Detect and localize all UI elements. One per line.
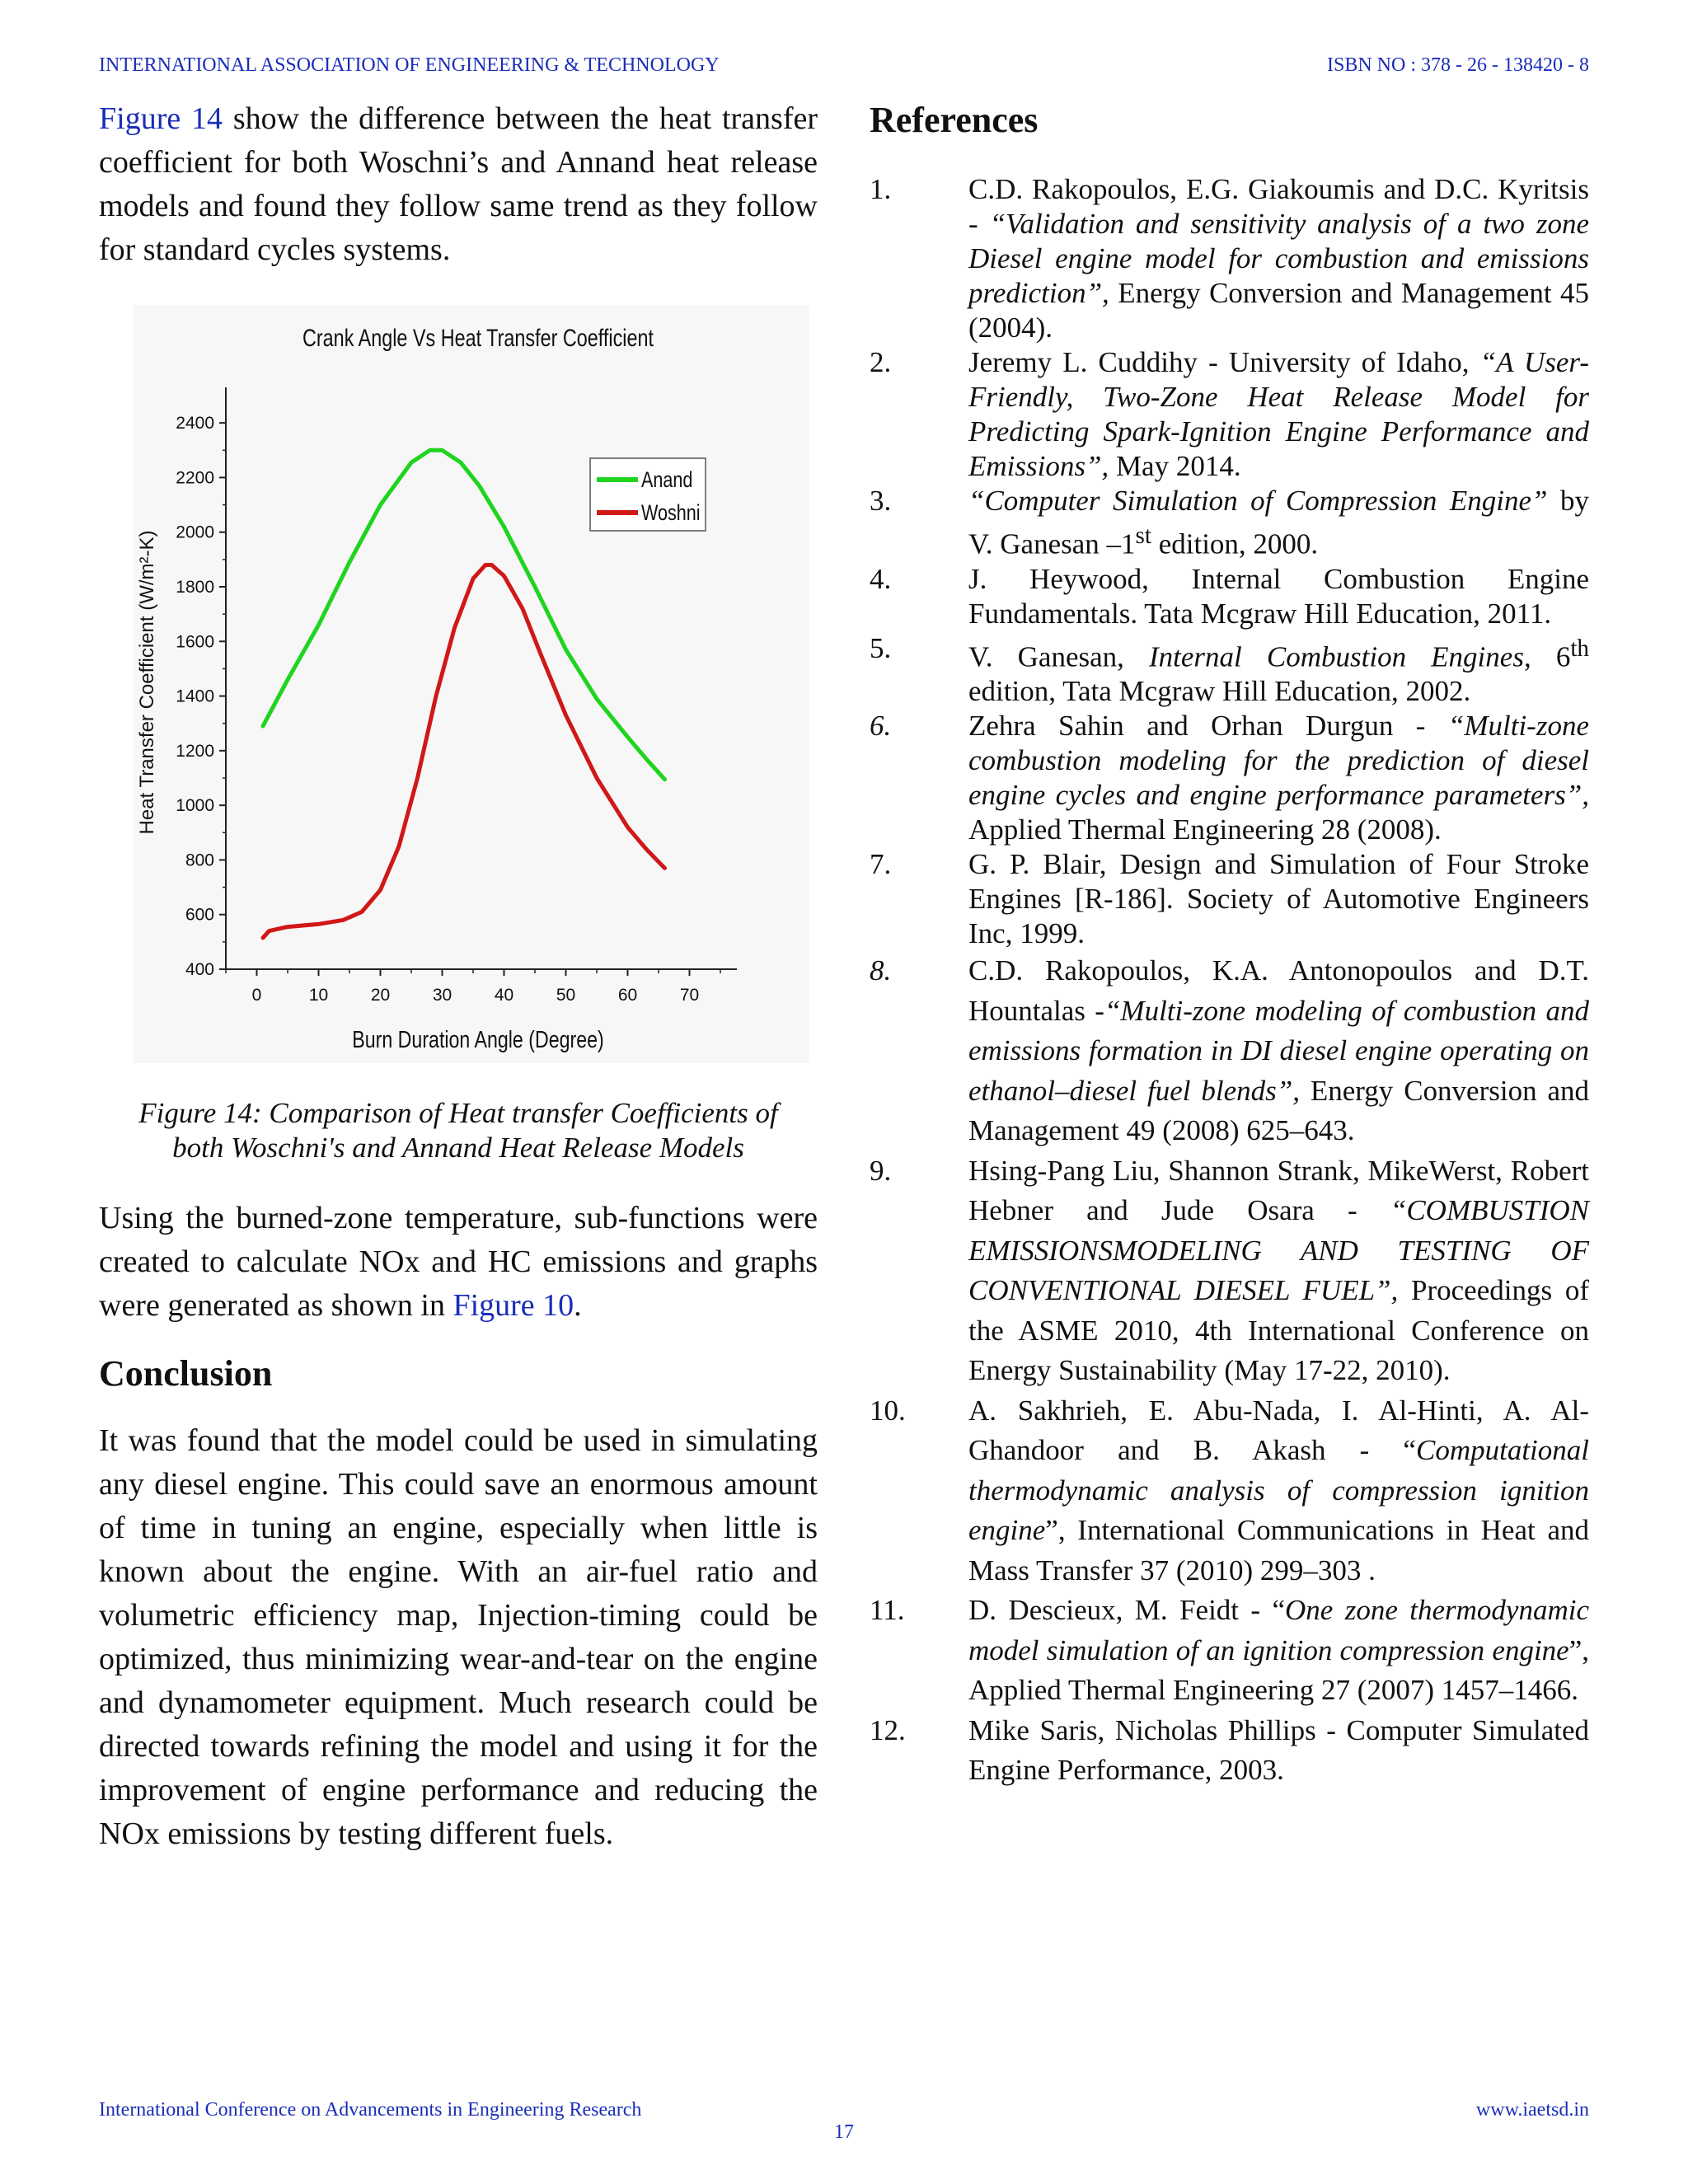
reference-number: 8. (870, 954, 892, 987)
reference-number: 6. (870, 710, 892, 743)
y-tick-label: 2200 (176, 468, 214, 488)
right-column (870, 97, 1589, 1791)
x-tick-label: 60 (617, 986, 638, 1005)
figure-10-link[interactable]: Figure 10 (452, 1288, 574, 1323)
reference-item: 6. Zehra Sahin and Orhan Durgun - “Multi-zone combustion modeling for the prediction of diesel engine cycles and engine performance parameters”, Applied Thermal Engineering 28 (2008). (870, 710, 1589, 846)
reference-item: 3. “Computer Simulation of Compression Engine” by V. Ganesan –1st edition, 2000. (870, 485, 1589, 560)
footer-left: International Conference on Advancements in Engineering Research (99, 2099, 642, 2121)
x-tick-label: 50 (556, 986, 576, 1005)
x-axis-label: Burn Duration Angle (Degree) (352, 1025, 604, 1053)
intro-paragraph (99, 97, 818, 272)
y-tick-label: 800 (185, 851, 214, 870)
intro-text: show the difference between the heat transfer coefficient for both Woschni’s and Annand heat release models and found they follow same trend as they follow for standard cycles systems. (99, 101, 818, 267)
caption-line-2: both Woschni's and Annand Heat Release Models (172, 1132, 744, 1164)
reference-item: 10. A. Sakhrieh, E. Abu-Nada, I. Al-Hinti, A. Al-Ghandoor and B. Akash - “Computational thermodynamic analysis of compression ignition engine”, International Communications in Heat and Mass Transfer 37 (2010) 299–303 . (870, 1391, 1589, 1591)
x-tick-label: 20 (370, 986, 391, 1005)
emissions-end: . (574, 1288, 582, 1323)
y-tick-label: 1200 (176, 741, 214, 761)
x-tick-label: 30 (432, 986, 452, 1005)
reference-number: 11. (870, 1594, 905, 1627)
reference-number: 3. (870, 485, 892, 517)
footer-right[interactable]: www.iaetsd.in (1475, 2099, 1589, 2121)
x-tick-label: 10 (308, 986, 329, 1005)
reference-item: 11. D. Descieux, M. Feidt - “One zone thermodynamic model simulation of an ignition compression engine”, Applied Thermal Engineering 27 (2007) 1457–1466. (870, 1591, 1589, 1711)
y-tick-label: 1000 (176, 796, 214, 816)
reference-number: 10. (870, 1394, 906, 1427)
conclusion-heading: Conclusion (99, 1353, 273, 1394)
y-tick-label: 1800 (176, 578, 214, 597)
x-tick-label: 0 (251, 986, 262, 1005)
reference-item: 7. G. P. Blair, Design and Simulation of Four Stroke Engines [R-186]. Society of Automotive Engineers Inc, 1999. (870, 848, 1589, 950)
x-tick-label: 40 (494, 986, 514, 1005)
reference-item: 8. C.D. Rakopoulos, K.A. Antonopoulos and D.T. Hountalas -“Multi-zone modeling of combustion and emissions formation in DI diesel engine operating on ethanol–diesel fuel blends”, Energy Conversion and Management 49 (2008) 625–643. (870, 951, 1589, 1151)
left-column (99, 97, 818, 1856)
page-number: 17 (834, 2121, 854, 2143)
figure-14 (99, 305, 818, 1096)
y-tick-label: 400 (185, 960, 214, 979)
reference-number: 1. (870, 173, 892, 205)
reference-number: 12. (870, 1713, 906, 1746)
reference-item: 12. Mike Saris, Nicholas Phillips - Computer Simulated Engine Performance, 2003. (870, 1711, 1589, 1791)
heat-transfer-chart (99, 305, 818, 1096)
y-tick-label: 1600 (176, 632, 214, 652)
reference-number: 2. (870, 346, 892, 378)
y-axis-label: Heat Transfer Coefficient (W/m²-K) (136, 530, 158, 835)
y-tick-label: 600 (185, 905, 214, 925)
legend-label-anand: Anand (641, 467, 693, 493)
chart-title: Crank Angle Vs Heat Transfer Coefficient (302, 324, 654, 352)
reference-number: 4. (870, 562, 892, 595)
legend-label-woshni: Woshni (641, 500, 701, 526)
conclusion-paragraph: It was found that the model could be used in simulating any diesel engine. This could save an enormous amount of time in tuning an engine, especially when little is known about the engine. With an air-fuel ratio and volumetric efficiency map, Injection-timing could be optimized, thus minimizing wear-and-tear on the engine and dynamometer equipment. Much research could be directed towards refining the model and using it for the improvement of engine performance and reducing the NOx emissions by testing different fuels. (99, 1423, 818, 1851)
reference-number: 9. (870, 1154, 892, 1187)
reference-item: 4. J. Heywood, Internal Combustion Engine Fundamentals. Tata Mcgraw Hill Education, 2011. (870, 562, 1589, 630)
reference-item: 9. Hsing-Pang Liu, Shannon Strank, MikeWerst, Robert Hebner and Jude Osara - “COMBUSTION EMISSIONSMODELING AND TESTING OF CONVENTIONAL DIESEL FUEL”, Proceedings of the ASME 2010, 4th International Conference on Energy Sustainability (May 17-22, 2010). (870, 1151, 1589, 1391)
emissions-text: Using the burned-zone temperature, sub-functions were created to calculate NOx and HC emissions and graphs were generated as shown in (99, 1201, 818, 1323)
figure-14-link[interactable]: Figure 14 (99, 101, 223, 136)
header-right: ISBN NO : 378 - 26 - 138420 - 8 (1327, 54, 1589, 76)
caption-line-1: Figure 14: Comparison of Heat transfer Coefficients of (138, 1097, 778, 1129)
reference-item: 5. V. Ganesan, Internal Combustion Engines, 6th edition, Tata Mcgraw Hill Education, 2002. (870, 631, 1590, 708)
x-tick-label: 70 (679, 986, 700, 1005)
y-tick-label: 2400 (176, 414, 214, 434)
figure-background (134, 305, 809, 1063)
reference-item: 1. C.D. Rakopoulos, E.G. Giakoumis and D.C. Kyritsis - “Validation and sensitivity analysis of a two zone Diesel engine model for combustion and emissions prediction”, Energy Conversion and Management 45 (2004). (870, 173, 1590, 344)
references-list (870, 172, 1589, 1791)
references-heading: References (870, 100, 1039, 140)
y-tick-label: 1400 (176, 687, 214, 706)
emissions-paragraph (99, 1197, 818, 1328)
reference-item: 2. Jeremy L. Cuddihy - University of Idaho, “A User-Friendly, Two-Zone Heat Release Model for Predicting Spark-Ignition Engine Performance and Emissions”, May 2014. (870, 346, 1589, 482)
reference-number: 7. (870, 848, 892, 881)
figure-caption (99, 1096, 818, 1165)
header-left: INTERNATIONAL ASSOCIATION OF ENGINEERING & TECHNOLOGY (99, 54, 720, 76)
y-tick-label: 2000 (176, 523, 214, 542)
reference-number: 5. (870, 631, 892, 664)
